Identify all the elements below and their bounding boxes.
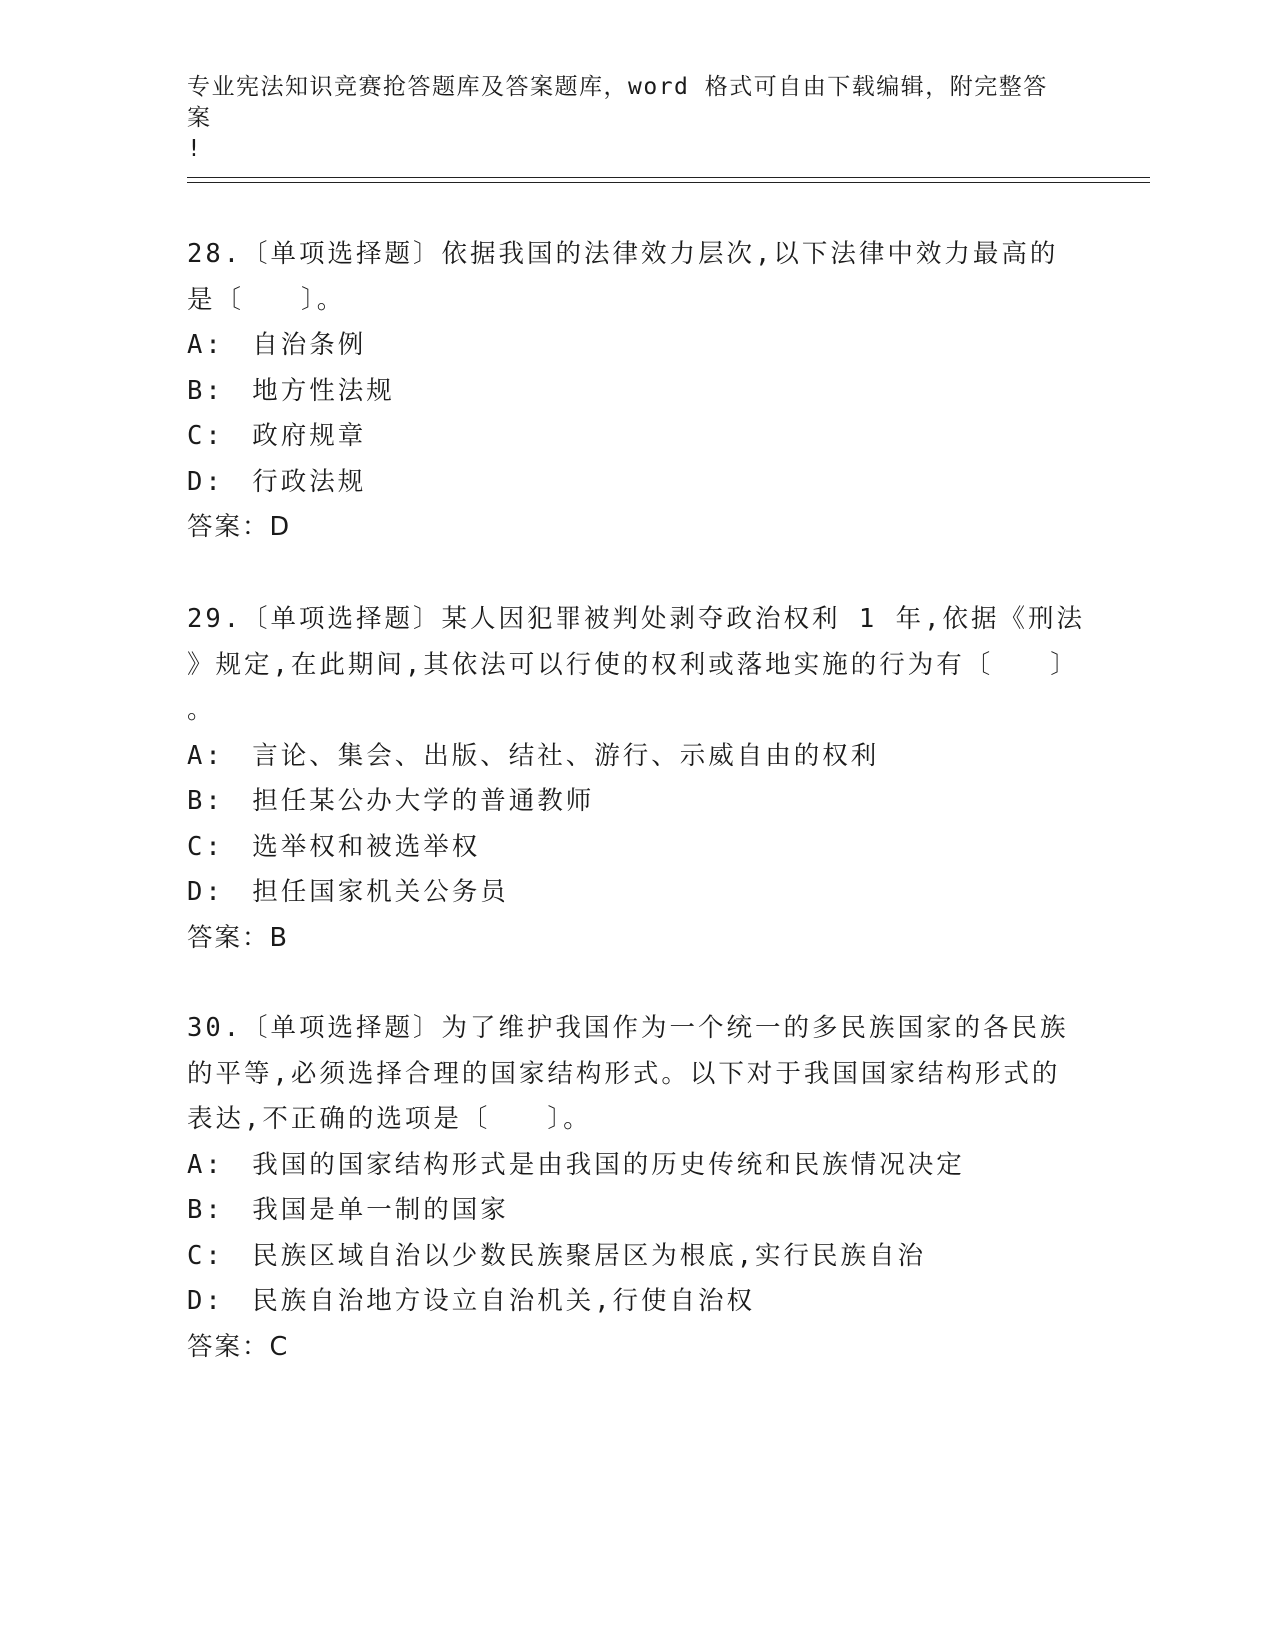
- stem-line: 28.〔单项选择题〕依据我国的法律效力层次,以下法律中效力最高的: [187, 239, 1059, 269]
- stem-line: 表达,不正确的选项是〔 〕。: [187, 1104, 592, 1134]
- option-b: B: 我国是单一制的国家: [187, 1195, 509, 1225]
- question-29: [187, 597, 1087, 961]
- stem-line: 是〔 〕。: [187, 284, 346, 315]
- option-c: C: 民族区域自治以少数民族聚居区为根底,实行民族自治: [187, 1240, 927, 1271]
- question-stem: [187, 597, 1087, 734]
- option-a: A: 我国的国家结构形式是由我国的历史传统和民族情况决定: [187, 1149, 965, 1180]
- question-stem: [187, 1006, 1087, 1143]
- answer: 答案：D: [187, 512, 292, 542]
- stem-line: 。: [187, 695, 216, 725]
- answer: 答案：C: [187, 1331, 290, 1362]
- question-30: [187, 1006, 1087, 1370]
- header-line-1: 专业宪法知识竞赛抢答题库及答案题库，word 格式可自由下载编辑，附完整答案: [187, 74, 1048, 131]
- option-d: D: 行政法规: [187, 466, 367, 497]
- option-a: A: 言论、集会、出版、结社、游行、示威自由的权利: [187, 740, 880, 771]
- option-a: A: 自治条例: [187, 330, 367, 360]
- header-rule-top: [187, 177, 1150, 178]
- header-line-2: !: [187, 136, 203, 162]
- option-d: D: 担任国家机关公务员: [187, 877, 509, 907]
- option-c: C: 选举权和被选举权: [187, 831, 481, 862]
- option-b: B: 地方性法规: [187, 375, 395, 406]
- option-c: C: 政府规章: [187, 421, 367, 451]
- stem-line: 的平等,必须选择合理的国家结构形式。以下对于我国国家结构形式的: [187, 1058, 1061, 1089]
- option-b: B: 担任某公办大学的普通教师: [187, 786, 595, 816]
- stem-line: 》规定,在此期间,其依法可以行使的权利或落地实施的行为有〔 〕: [187, 649, 1079, 680]
- option-d: D: 民族自治地方设立自治机关,行使自治权: [187, 1286, 756, 1316]
- header-rule-bottom: [187, 182, 1150, 183]
- stem-line: 29.〔单项选择题〕某人因犯罪被判处剥夺政治权利 1 年,依据《刑法: [187, 604, 1085, 634]
- question-stem: [187, 232, 1087, 323]
- answer: 答案：B: [187, 922, 289, 953]
- page-header: [187, 72, 1067, 165]
- stem-line: 30.〔单项选择题〕为了维护我国作为一个统一的多民族国家的各民族: [187, 1013, 1069, 1043]
- question-28: [187, 232, 1087, 551]
